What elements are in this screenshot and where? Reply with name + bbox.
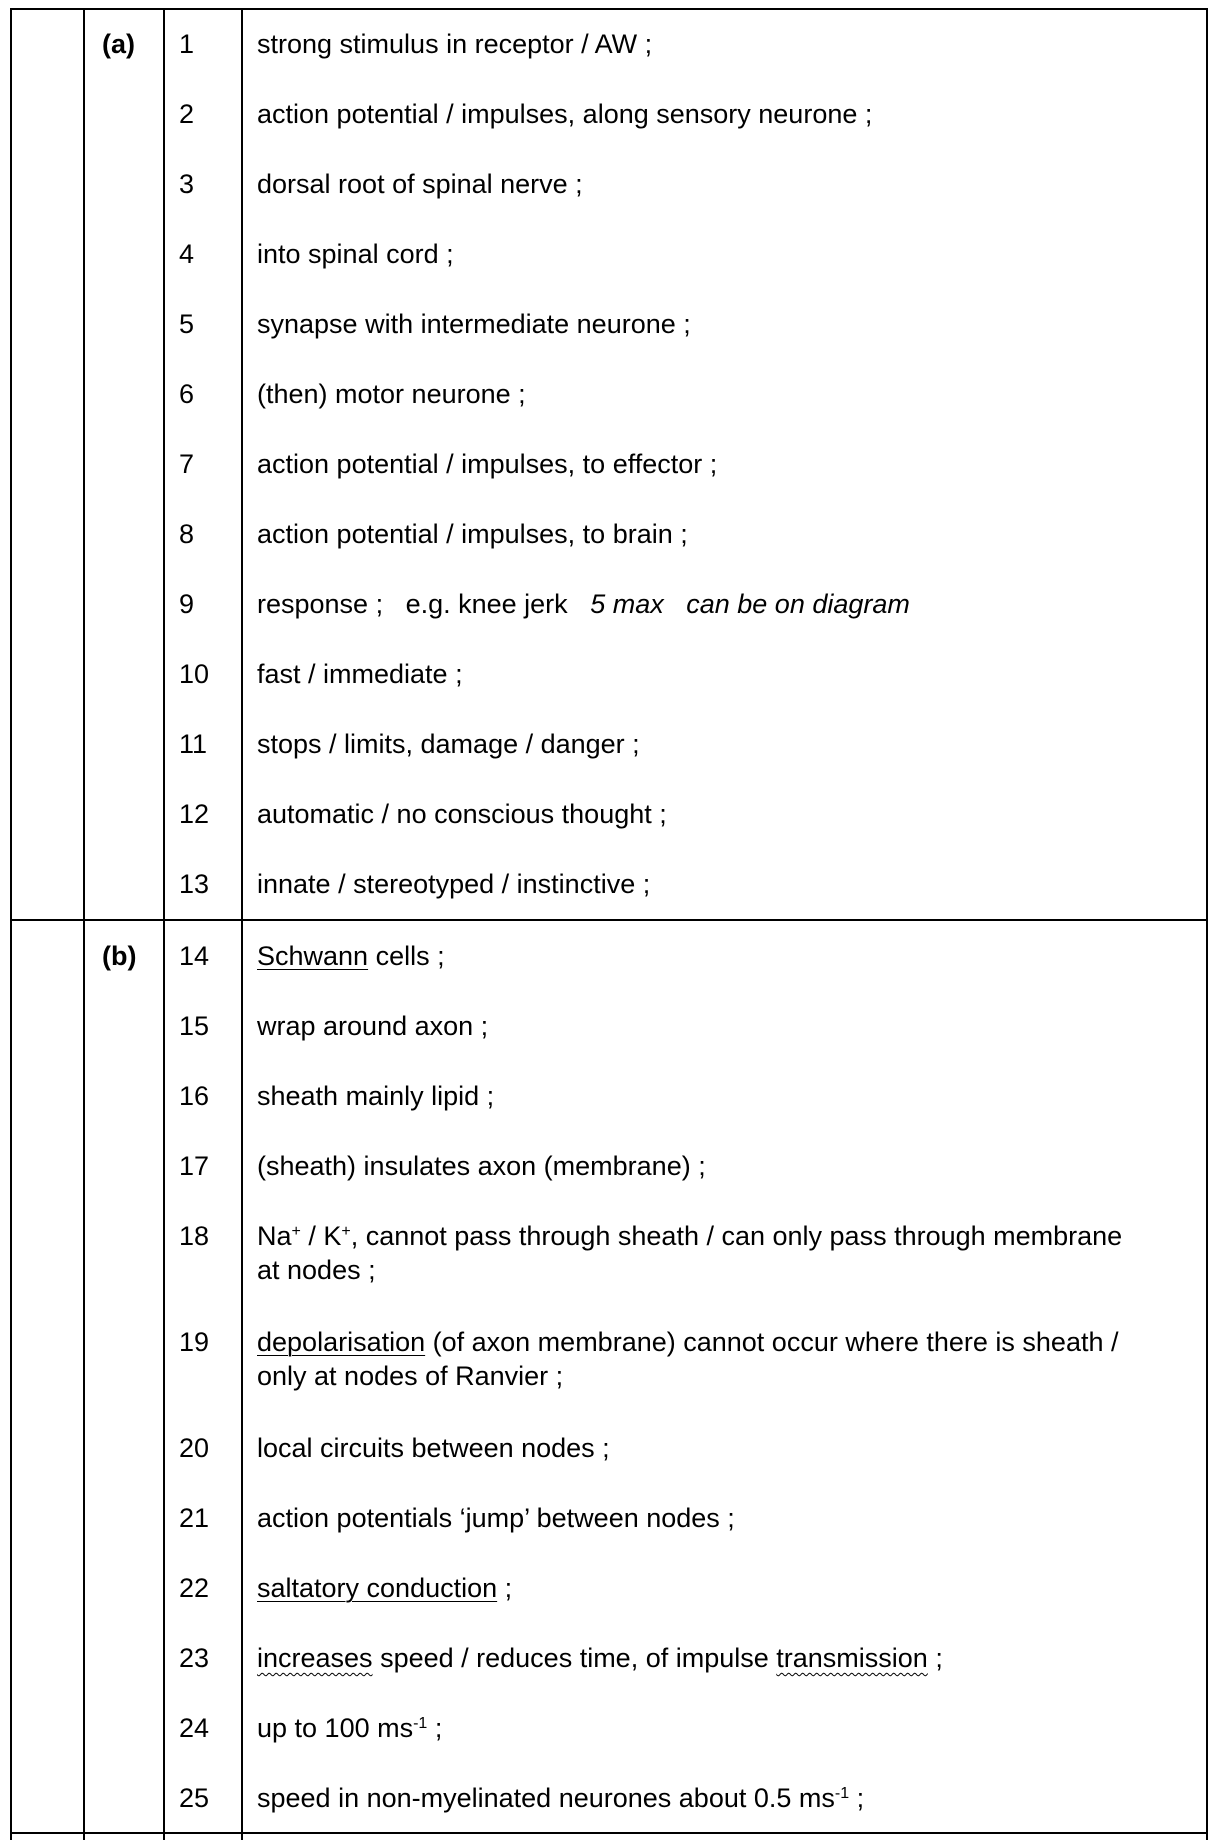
text-segment: (then) motor neurone ; <box>257 379 526 409</box>
point-text <box>257 587 1137 621</box>
point-number: 20 <box>179 1433 210 1463</box>
point-number: 2 <box>179 99 195 129</box>
point-text <box>257 307 1137 341</box>
text-segment: strong stimulus in receptor / AW ; <box>257 29 653 59</box>
point-text <box>257 1009 1137 1043</box>
text-segment: up to 100 ms <box>257 1713 414 1743</box>
point-number: 18 <box>179 1221 210 1251</box>
point-text <box>257 867 1137 901</box>
text-segment: dorsal root of spinal nerve ; <box>257 169 583 199</box>
table-border-bottom <box>10 1832 1208 1834</box>
point-number: 7 <box>179 449 195 479</box>
column-divider-number <box>163 9 165 1840</box>
point-number: 15 <box>179 1011 210 1041</box>
text-segment: Schwann <box>257 941 369 971</box>
point-text <box>257 237 1137 271</box>
table-border-right <box>1206 9 1208 1840</box>
text-segment: -1 <box>413 1715 428 1732</box>
text-segment: speed in non-myelinated neurones about 0.5 ms <box>257 1783 835 1813</box>
text-segment: speed / reduces time, of impulse <box>372 1643 777 1673</box>
point-number: 8 <box>179 519 195 549</box>
point-number: 3 <box>179 169 195 199</box>
text-segment: innate / stereotyped / instinctive ; <box>257 869 651 899</box>
column-divider-part <box>83 9 85 1840</box>
text-segment: fast / immediate ; <box>257 659 463 689</box>
table-border-left <box>10 9 12 1840</box>
point-number: 13 <box>179 869 210 899</box>
point-number: 1 <box>179 29 195 59</box>
text-segment: (of axon membrane) cannot occur where there is sheath / only at nodes of Ranvier ; <box>257 1327 1126 1391</box>
point-text <box>257 727 1137 761</box>
text-segment: sheath mainly lipid ; <box>257 1081 495 1111</box>
part-separator <box>10 919 1208 921</box>
point-number: 22 <box>179 1573 210 1603</box>
point-number: 24 <box>179 1713 210 1743</box>
text-segment: ; <box>849 1783 865 1813</box>
part-label: (a) <box>102 29 135 59</box>
point-number: 6 <box>179 379 195 409</box>
point-text <box>257 167 1137 201</box>
point-text <box>257 1431 1137 1465</box>
text-segment: saltatory conduction <box>257 1573 498 1603</box>
text-segment: ; <box>927 1643 943 1673</box>
point-text <box>257 27 1137 61</box>
point-text <box>257 1219 1137 1287</box>
point-text <box>257 939 1137 973</box>
point-number: 16 <box>179 1081 210 1111</box>
text-segment: + <box>291 1223 301 1240</box>
point-text <box>257 1079 1137 1113</box>
text-segment: 5 max <box>590 589 664 619</box>
text-segment: ; <box>427 1713 443 1743</box>
point-number: 23 <box>179 1643 210 1673</box>
point-text <box>257 97 1137 131</box>
text-segment: action potential / impulses, to brain ; <box>257 519 688 549</box>
point-text <box>257 1641 1137 1675</box>
point-text <box>257 1325 1137 1393</box>
text-segment: response ; e.g. knee jerk <box>257 589 591 619</box>
point-text <box>257 1501 1137 1535</box>
point-number: 9 <box>179 589 195 619</box>
point-text <box>257 1711 1137 1745</box>
text-segment <box>664 589 687 619</box>
text-segment: into spinal cord ; <box>257 239 454 269</box>
point-number: 12 <box>179 799 210 829</box>
text-segment: synapse with intermediate neurone ; <box>257 309 691 339</box>
point-number: 11 <box>179 729 208 759</box>
point-text <box>257 517 1137 551</box>
text-segment: automatic / no conscious thought ; <box>257 799 667 829</box>
text-segment: action potentials ‘jump’ between nodes ; <box>257 1503 735 1533</box>
point-text <box>257 797 1137 831</box>
text-segment: depolarisation <box>257 1327 426 1357</box>
text-segment: -1 <box>834 1785 850 1802</box>
point-text <box>257 1571 1137 1605</box>
point-text <box>257 1781 1137 1815</box>
text-segment: action potential / impulses, along sensory neurone ; <box>257 99 873 129</box>
point-number: 4 <box>179 239 195 269</box>
point-number: 17 <box>179 1151 210 1181</box>
text-segment: Na <box>257 1221 292 1251</box>
text-segment: stops / limits, damage / danger ; <box>257 729 640 759</box>
part-label: (b) <box>102 941 137 971</box>
text-segment: action potential / impulses, to effector ; <box>257 449 718 479</box>
point-text <box>257 447 1137 481</box>
table-border-top <box>10 8 1208 10</box>
point-number: 10 <box>179 659 210 689</box>
text-segment: , cannot pass through sheath / can only pass through membrane at nodes ; <box>257 1221 1130 1285</box>
text-segment: / K <box>300 1221 342 1251</box>
point-number: 14 <box>179 941 210 971</box>
point-number: 19 <box>179 1327 210 1357</box>
point-number: 21 <box>179 1503 210 1533</box>
point-text <box>257 1149 1137 1183</box>
text-segment: wrap around axon ; <box>257 1011 489 1041</box>
point-number: 5 <box>179 309 195 339</box>
text-segment: (sheath) insulates axon (membrane) ; <box>257 1151 706 1181</box>
text-segment: ; <box>497 1573 513 1603</box>
column-divider-answer <box>241 9 243 1840</box>
text-segment: + <box>341 1223 351 1240</box>
text-segment: transmission <box>776 1643 928 1673</box>
point-text <box>257 377 1137 411</box>
text-segment: cells ; <box>368 941 445 971</box>
point-text <box>257 657 1137 691</box>
text-segment: can be on diagram <box>686 589 910 619</box>
text-segment: local circuits between nodes ; <box>257 1433 610 1463</box>
point-number: 25 <box>179 1783 210 1813</box>
text-segment: increases <box>257 1643 373 1673</box>
